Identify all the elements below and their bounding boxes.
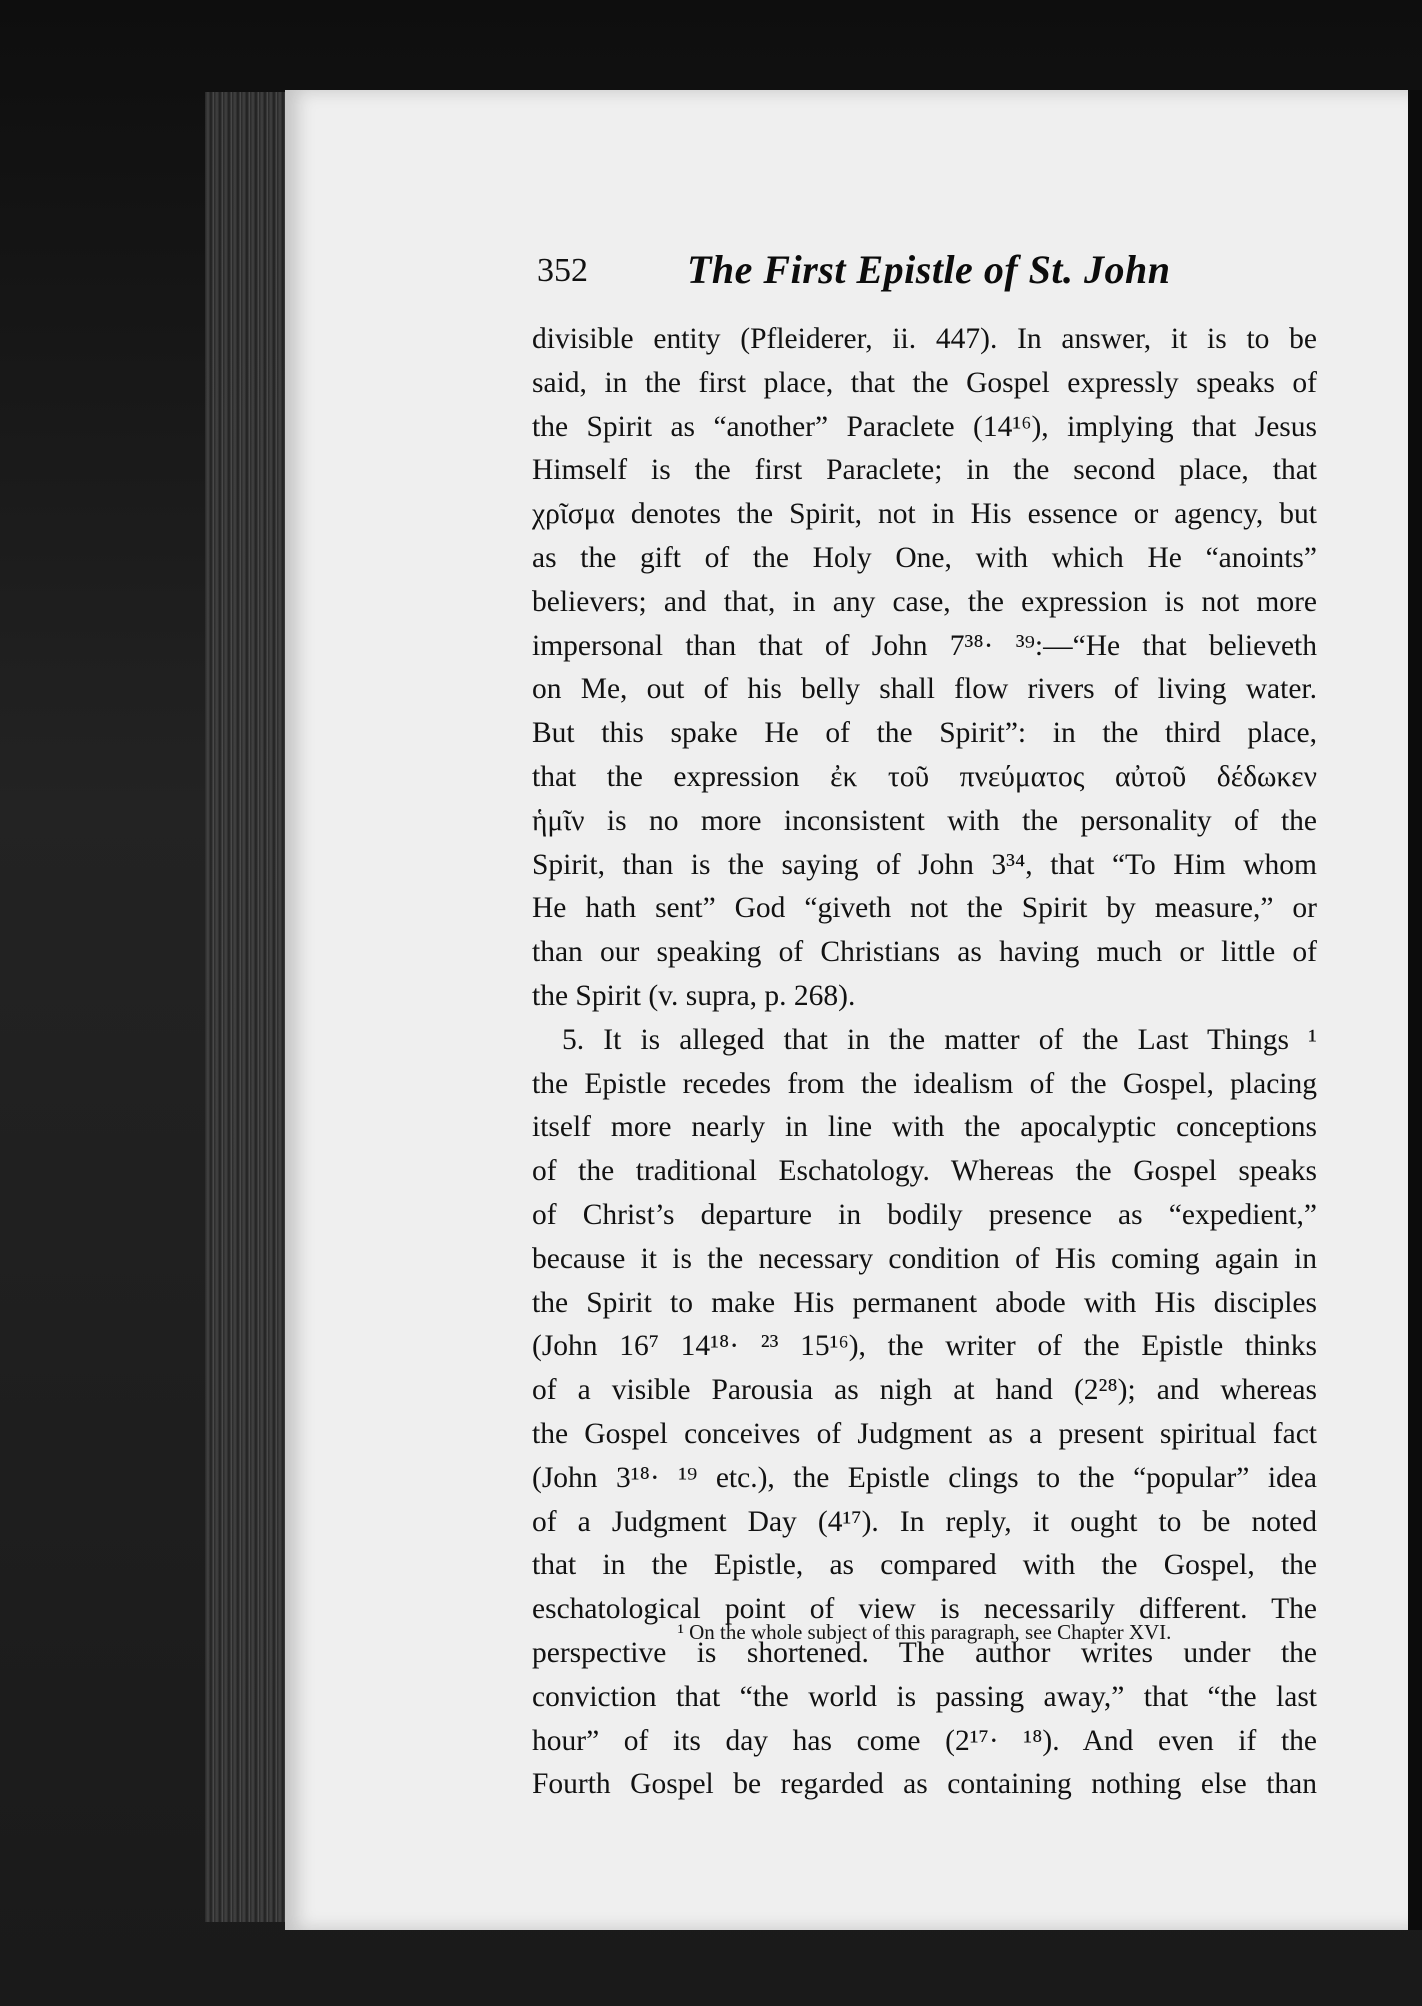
- text-line: said, in the first place, that the Gospel expressly speaks of: [532, 366, 1317, 399]
- text-line: that in the Epistle, as compared with the Gospel, the: [532, 1549, 1317, 1582]
- text-line: eschatological point of view is necessarily different. The: [532, 1593, 1317, 1626]
- text-line: impersonal than that of John 7³⁸· ³⁹:—“He that believeth: [532, 629, 1317, 662]
- page-number: 352: [537, 252, 588, 289]
- text-line: the Spirit (v. supra, p. 268).: [532, 979, 856, 1012]
- text-line: (John 16⁷ 14¹⁸· ²³ 15¹⁶), the writer of the Epistle thinks: [532, 1330, 1317, 1363]
- text-line: the Spirit as “another” Paraclete (14¹⁶), implying that Jesus: [532, 410, 1317, 443]
- text-line: than our speaking of Christians as having much or little of: [532, 936, 1317, 969]
- text-line: of the traditional Eschatology. Whereas the Gospel speaks: [532, 1155, 1317, 1188]
- text-line: divisible entity (Pfleiderer, ii. 447). In answer, it is to be: [532, 323, 1317, 355]
- text-line: hour” of its day has come (2¹⁷· ¹⁸). And even if the: [532, 1724, 1317, 1757]
- running-title: The First Epistle of St. John: [687, 247, 1171, 292]
- text-line: 5. It is alleged that in the matter of the Last Things ¹: [562, 1023, 1317, 1056]
- text-line: He hath sent” God “giveth not the Spirit by measure,” or: [532, 892, 1317, 925]
- text-line: believers; and that, in any case, the expression is not more: [532, 585, 1317, 618]
- text-line: itself more nearly in line with the apocalyptic conceptions: [532, 1111, 1317, 1144]
- text-line: as the gift of the Holy One, with which He “anoints”: [532, 541, 1317, 574]
- page-edges: [205, 92, 290, 1922]
- text-line: Spirit, than is the saying of John 3³⁴, that “To Him whom: [532, 848, 1317, 881]
- text-line: the Spirit to make His permanent abode with His disciples: [532, 1286, 1317, 1319]
- text-line: ἡμῖν is no more inconsistent with the personality of the: [532, 804, 1317, 837]
- scan-border: [1408, 90, 1422, 1930]
- running-header: [537, 246, 1277, 296]
- footnote: ¹ On the whole subject of this paragraph, see Chapter XVI.: [677, 1620, 1172, 1644]
- text-line: (John 3¹⁸· ¹⁹ etc.), the Epistle clings to the “popular” idea: [532, 1461, 1317, 1494]
- text-line: of a Judgment Day (4¹⁷). In reply, it ought to be noted: [532, 1505, 1317, 1538]
- text-line: on Me, out of his belly shall flow rivers of living water.: [532, 673, 1317, 706]
- text-line: χρῖσμα denotes the Spirit, not in His essence or agency, but: [532, 498, 1317, 531]
- text-line: conviction that “the world is passing away,” that “the last: [532, 1680, 1317, 1713]
- text-line: because it is the necessary condition of His coming again in: [532, 1242, 1317, 1275]
- text-line: of a visible Parousia as nigh at hand (2²⁸); and whereas: [532, 1374, 1317, 1407]
- text-line: of Christ’s departure in bodily presence as “expedient,”: [532, 1198, 1317, 1231]
- text-line: perspective is shortened. The author writes under the: [532, 1636, 1317, 1669]
- body-text: [532, 318, 1317, 1807]
- text-line: the Gospel conceives of Judgment as a present spiritual fact: [532, 1417, 1317, 1450]
- text-line: But this spake He of the Spirit”: in the third place,: [532, 717, 1317, 750]
- text-line: Himself is the first Paraclete; in the second place, that: [532, 454, 1317, 487]
- text-line: Fourth Gospel be regarded as containing nothing else than: [532, 1768, 1317, 1801]
- text-line: that the expression ἐκ τοῦ πνεύματος αὐτοῦ δέδωκεν: [532, 760, 1317, 793]
- text-line: the Epistle recedes from the idealism of the Gospel, placing: [532, 1067, 1317, 1100]
